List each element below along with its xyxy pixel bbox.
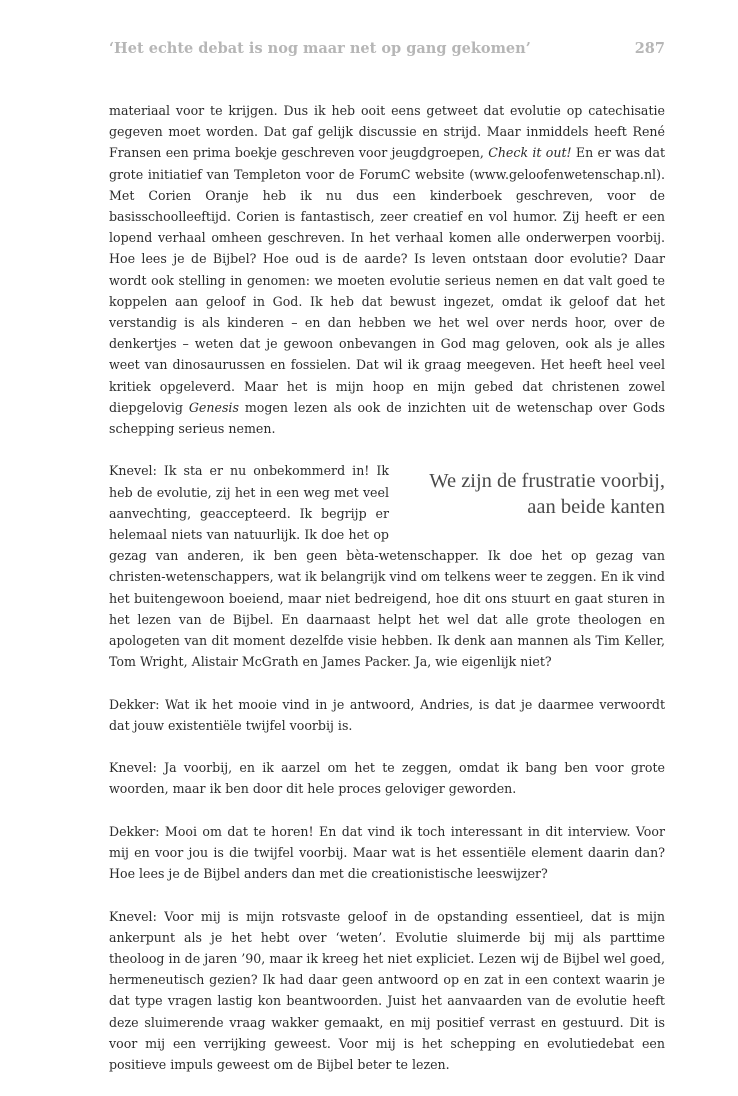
paragraph-4: Knevel: Ja voorbij, en ik aarzel om het te zeggen, omdat ik bang ben voor grote woorden, maar ik ben door dit hele proces geloviger geworden. bbox=[109, 760, 665, 797]
paragraph-1-part-b: En er was dat grote initiatief van Templeton voor de ForumC website (www.geloofenwetenschap.nl). Met Corien Oranje heb ik nu dus een kinderboek geschreven, voor de basisschoolleeftijd. Corien is fantastisch, zeer creatief en vol humor. Zij heeft er een lopend verhaal omheen geschreven. In het verhaal komen alle onderwerpen voorbij. Hoe lees je de Bijbel? Hoe oud is de aarde? Is leven ontstaan door evolutie? Daar wordt ook stelling in genomen: we moeten evolutie serieus nemen en dat valt goed te koppelen aan geloof in God. Ik heb dat bewust ingezet, omdat ik geloof dat het verstandig is als kinderen – en dan hebben we het wel over nerds hoor, over de denkertjes – weten dat je gewoon onbevangen in God mag geloven, ook als je alles weet van dinosaurussen en fossielen. Dat wil ik graag meegeven. Het heeft heel veel kritiek opgeleverd. Maar het is mijn hoop en mijn gebed dat christenen zowel diepgelovig bbox=[109, 145, 666, 415]
paragraph-1-part-a: materiaal voor te krijgen. Dus ik heb ooit eens getweet dat evolutie op catechisatie gegeven moet worden. Dat gaf gelijk discussie en strijd. Maar inmiddels heeft René Fransen een prima boekje geschreven voor jeugdgroepen, bbox=[109, 103, 665, 161]
paragraph-1-part-c: mogen lezen als ook de inzichten uit de wetenschap over Gods schepping serieus nemen. bbox=[109, 399, 666, 437]
paragraph-3: Dekker: Wat ik het mooie vind in je antwoord, Andries, is dat je daarmee verwoordt dat jouw existentiële twijfel voorbij is. bbox=[109, 696, 665, 733]
genesis-emphasis: Genesis bbox=[188, 399, 239, 415]
page-number: 287 bbox=[634, 40, 665, 57]
pull-quote: We zijn de frustratie voorbij, aan beide kanten bbox=[429, 470, 665, 519]
paragraph-1 bbox=[109, 100, 665, 439]
body-text bbox=[109, 100, 665, 1096]
paragraph-5: Dekker: Mooi om dat te horen! En dat vind ik toch interessant in dit interview. Voor mij en voor jou is die twijfel voorbij. Maar wat is het essentiële element daarin dan? Hoe lees je de Bijbel anders dan met die creationistische leeswijzer? bbox=[109, 823, 665, 882]
book-title-emphasis: Check it out! bbox=[488, 145, 572, 161]
paragraph-2: Knevel: Ik sta er nu onbekommerd in! Ik heb de evolutie, zij het in een weg met veel aanvechting, geaccepteerd. Ik begrijp er helemaal niets van natuurlijk. Ik doe het op gezag van anderen, ik ben geen bèta-wetenschapper. Ik doe het op gezag van christen-wetenschappers, wat ik belangrijk vind om telkens weer te zeggen. En ik vind het buitengewoon boeiend, maar niet bedreigend, hoe dit ons stuurt en gaat sturen in het lezen van de Bijbel. En daarnaast helpt het wel dat alle grote theologen en apologeten van dit moment dezelfde visie hebben. Ik denk aan mannen als Tim Keller, Tom Wright, Alistair McGrath en James Packer. Ja, wie eigenlijk niet? bbox=[109, 463, 665, 670]
running-header bbox=[109, 40, 665, 64]
paragraph-6: Knevel: Voor mij is mijn rotsvaste geloof in de opstanding essentieel, dat is mijn ankerpunt als je het hebt over ‘weten’. Evolutie sluimerde bij mij als parttime theoloog in de jaren ’90, maar ik kreeg het niet expliciet. Lezen wij de Bijbel wel goed, hermeneutisch gezien? Ik had daar geen antwoord op en zat in een context waarin je dat type vragen lastig kon beantwoorden. Juist het aanvaarden van de evolutie heeft deze sluimerende vraag wakker gemaakt, en mij positief verrast en gestuurd. Dit is voor mij een verrijking geweest. Voor mij is het schepping en evolutiedebat een positieve impuls geweest om de Bijbel beter te lezen. bbox=[109, 908, 665, 1073]
running-title: ‘Het echte debat is nog maar net op gang gekomen’ bbox=[109, 40, 531, 57]
